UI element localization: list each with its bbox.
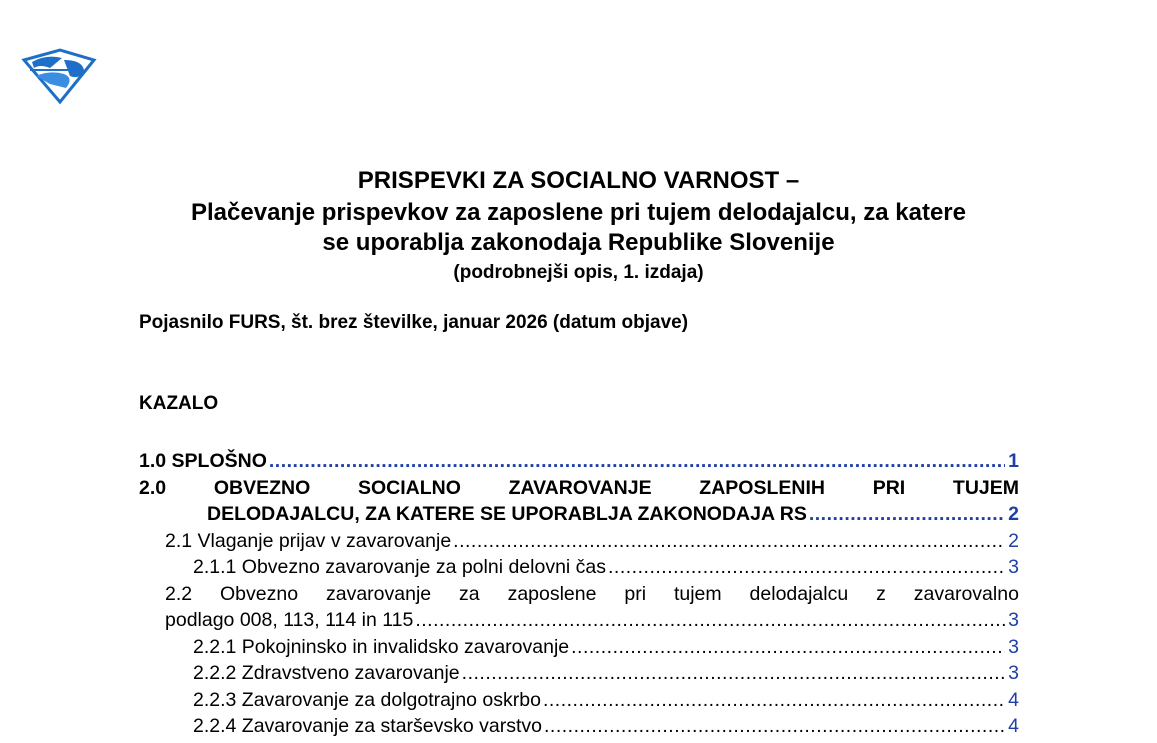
toc-entry[interactable] (139, 528, 1019, 555)
toc-leader-dots (571, 634, 1005, 661)
toc-entry[interactable] (139, 554, 1019, 581)
toc-entry-word: 2.0 (139, 476, 167, 499)
fu-logo (20, 46, 98, 106)
toc-entry-word: z (876, 582, 886, 605)
toc-entry-label: 2.2.1 Pokojninsko in invalidsko zavarovanje (193, 635, 570, 658)
toc-leader-dots (544, 713, 1005, 740)
toc-entry-label: 2.2.2 Zdravstveno zavarovanje (193, 662, 460, 684)
toc-leader-dots (608, 554, 1005, 581)
toc-entry[interactable] (139, 581, 1019, 608)
toc-leader-dots (415, 607, 1005, 634)
toc-entry[interactable] (139, 687, 1019, 714)
document-title-line-3: se uporablja zakonodaja Republike Slovenije (322, 229, 835, 256)
toc-entry-word: ZAPOSLENIH (699, 476, 825, 499)
toc-entry-word: Obvezno (220, 582, 299, 605)
toc-entry-word: zaposlene (507, 582, 597, 605)
toc-leader-dots (462, 660, 1005, 687)
toc-entry-page: 4 (1008, 715, 1019, 737)
toc-entry-word: SOCIALNO (357, 476, 461, 499)
toc-entry-word: za (459, 582, 480, 605)
toc-entry-word: tujem (673, 582, 722, 605)
toc-entry-word: OBVEZNO (213, 476, 311, 499)
toc-entry[interactable] (139, 660, 1019, 687)
toc-entry-page: 2 (1008, 503, 1019, 525)
toc-entry-continuation[interactable] (139, 501, 1019, 528)
toc-heading: KAZALO (139, 393, 219, 414)
toc-entry-label: 2.1 Vlaganje prijav v zavarovanje (165, 529, 452, 552)
toc-entry[interactable] (139, 713, 1019, 740)
toc-entry-label: podlago 008, 113, 114 in 115 (165, 609, 414, 631)
toc-leader-dots (543, 687, 1005, 714)
toc-leader-dots (809, 501, 1005, 528)
toc-entry-continuation[interactable] (139, 607, 1019, 634)
toc-entry-word: delodajalcu (749, 582, 849, 605)
toc-entry-word: zavarovalno (913, 582, 1019, 605)
toc-entry-label: 2.2.4 Zavarovanje za starševsko varstvo (193, 715, 542, 737)
table-of-contents (139, 448, 1019, 740)
toc-entry-page: 1 (1008, 450, 1019, 472)
toc-entry-label: 1.0 SPLOŠNO (139, 450, 267, 472)
toc-entry[interactable] (139, 475, 1019, 502)
toc-entry-page: 3 (1008, 662, 1019, 684)
toc-leader-dots (453, 528, 1005, 555)
toc-entry-word: 2.2 (165, 582, 193, 605)
toc-entry-page: 2 (1008, 529, 1019, 552)
toc-entry-label: 2.1.1 Obvezno zavarovanje za polni delovni čas (193, 556, 607, 578)
toc-entry-word: pri (624, 582, 647, 605)
toc-entry-word: ZAVAROVANJE (508, 476, 652, 499)
document-title-line-1: PRISPEVKI ZA SOCIALNO VARNOST – (357, 167, 800, 194)
toc-entry-page: 3 (1008, 609, 1019, 631)
toc-entry-word: TUJEM (952, 476, 1019, 499)
document-subtitle: (podrobnejši opis, 1. izdaja) (453, 262, 704, 283)
document-title-line-2: Plačevanje prispevkov za zaposlene pri tujem delodajalcu, za katere (191, 199, 966, 226)
toc-leader-dots (269, 448, 1005, 475)
toc-entry-page: 3 (1008, 556, 1019, 578)
toc-entry-label: 2.2.3 Zavarovanje za dolgotrajno oskrbo (193, 688, 541, 711)
toc-entry[interactable] (139, 634, 1019, 661)
toc-entry-word: PRI (872, 476, 906, 499)
document-reference: Pojasnilo FURS, št. brez številke, januar 2026 (datum objave) (139, 312, 689, 333)
toc-entry[interactable] (139, 448, 1019, 475)
toc-entry-page: 3 (1008, 635, 1019, 658)
toc-entry-page: 4 (1008, 688, 1019, 711)
toc-entry-word: zavarovanje (325, 582, 432, 605)
toc-entry-label: DELODAJALCU, ZA KATERE SE UPORABLJA ZAKONODAJA RS (207, 503, 807, 525)
